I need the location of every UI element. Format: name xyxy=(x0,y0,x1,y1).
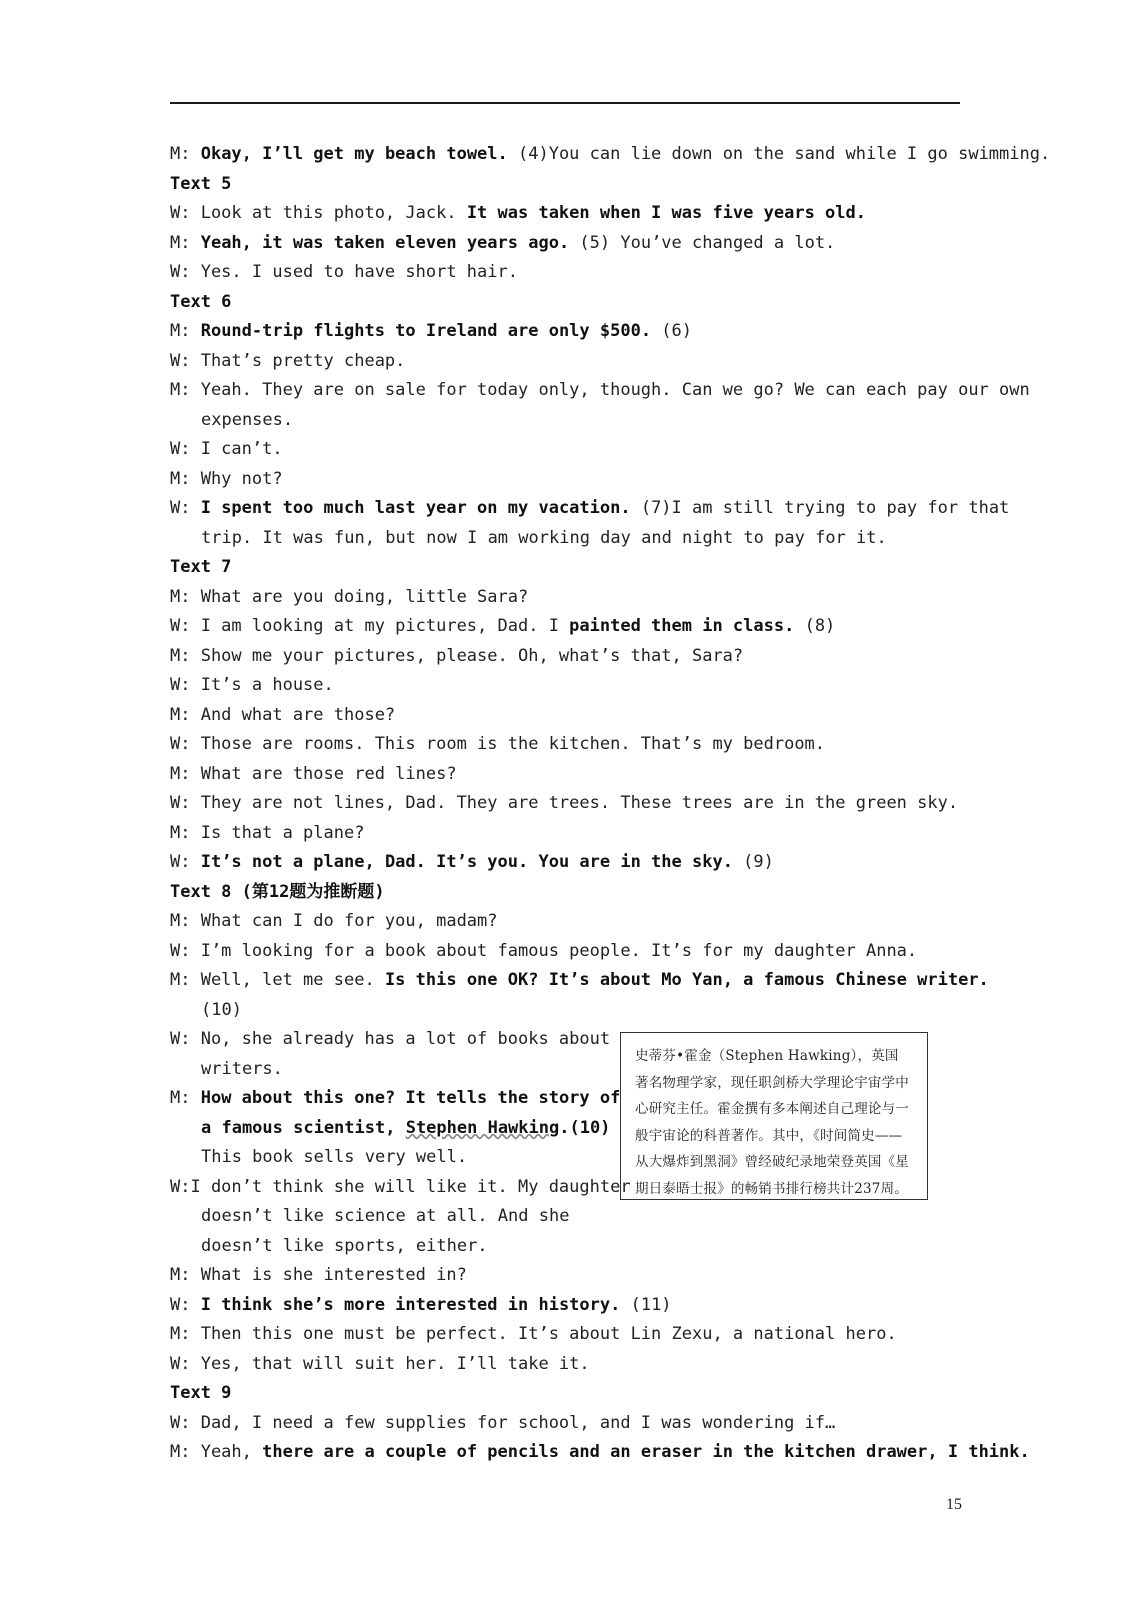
line-text: M: Yeah, xyxy=(170,1442,263,1462)
note-line: 期日泰晤士报》的畅销书排行榜共计237周。 xyxy=(635,1180,908,1197)
transcript-line xyxy=(170,1202,631,1232)
line-text: M: xyxy=(170,1088,201,1108)
transcript-line xyxy=(170,229,970,259)
transcript-line xyxy=(170,170,970,200)
line-text: M: xyxy=(170,232,201,253)
transcript-line xyxy=(170,1025,611,1055)
transcript-line xyxy=(170,553,970,583)
line-text: (8) xyxy=(794,616,836,636)
line-text: M: xyxy=(170,321,201,341)
line-text: W: I am looking at my pictures, Dad. I xyxy=(170,616,570,636)
transcript-line xyxy=(170,1232,631,1262)
line-text: W: Yes, that will suit her. I’ll take it. xyxy=(170,1353,590,1374)
line-text: M: Show me your pictures, please. Oh, what’s that, Sara? xyxy=(170,645,744,666)
transcript-line xyxy=(170,524,970,554)
line-text: W: xyxy=(170,852,201,872)
transcript-line xyxy=(170,966,989,996)
line-text: M: And what are those? xyxy=(170,704,396,725)
bold-text: It was taken when I was five years old. xyxy=(466,203,866,223)
line-text: W: They are not lines, Dad. They are trees. These trees are in the green sky. xyxy=(170,793,959,813)
line-text: W:I don’t think she will like it. My daughter xyxy=(170,1176,631,1197)
line-text: (4)You can lie down on the sand while I go swimming. xyxy=(507,144,1051,164)
transcript-line xyxy=(170,1055,631,1085)
transcript-line xyxy=(170,848,970,878)
transcript-line xyxy=(170,701,970,731)
line-text: W: xyxy=(170,498,201,518)
transcript-line xyxy=(170,671,970,701)
line-text: W: Yes. I used to have short hair. xyxy=(170,262,518,282)
transcript-line xyxy=(170,465,970,495)
line-text: M: What is she interested in? xyxy=(170,1265,467,1285)
line-text: M: What are those red lines? xyxy=(170,763,457,784)
bold-text: painted them in class. xyxy=(569,616,795,636)
transcript-line xyxy=(170,1320,970,1350)
line-text: W: I’m looking for a book about famous people. It’s for my daughter Anna. xyxy=(170,940,918,961)
line-text: W: It’s a house. xyxy=(170,675,334,695)
transcript-line xyxy=(170,996,970,1026)
line-text: (5) You’ve changed a lot. xyxy=(569,232,836,253)
hawking-note-box xyxy=(620,1032,928,1200)
transcript-line xyxy=(170,878,970,908)
transcript-line xyxy=(170,1173,631,1203)
bold-text: a famous scientist, xyxy=(201,1117,406,1138)
note-line: 史蒂芬•霍金（Stephen Hawking），英国 xyxy=(635,1048,899,1064)
line-text: W: No, she already has a lot of books about xyxy=(170,1029,611,1049)
transcript-line xyxy=(170,140,1051,170)
transcript-line xyxy=(170,1261,970,1291)
line-text: writers. xyxy=(201,1058,283,1079)
note-line: 般宇宙论的科普著作。其中，《时间简史—— xyxy=(635,1127,903,1144)
bold-text: .(10) xyxy=(559,1117,611,1138)
transcript-line xyxy=(170,258,970,288)
line-text: (7)I am still trying to pay for that xyxy=(630,498,1010,518)
header-rule xyxy=(170,102,960,104)
transcript-line xyxy=(170,1409,970,1439)
note-line: 从大爆炸到黑洞》曾经破纪录地荣登英国《星 xyxy=(635,1154,909,1170)
line-text: M: Why not? xyxy=(170,468,283,489)
line-text: doesn’t like science at all. And she xyxy=(201,1206,570,1226)
bold-text: Text 7 xyxy=(170,557,232,577)
bold-text: Is this one OK? It’s about Mo Yan, a famous Chinese writer. xyxy=(384,970,989,990)
line-text: M: Is that a plane? xyxy=(170,822,365,843)
line-text: W: That’s pretty cheap. xyxy=(170,350,406,371)
line-text: (9) xyxy=(732,852,774,872)
transcript-line xyxy=(170,1084,621,1114)
line-text: (11) xyxy=(620,1294,672,1315)
line-text: M: xyxy=(170,144,201,164)
transcript-line xyxy=(170,789,970,819)
bold-text: Yeah, it was taken eleven years ago. xyxy=(200,232,570,253)
bold-text: there are a couple of pencils and an eraser in the kitchen drawer, I think. xyxy=(262,1442,1030,1462)
line-text: trip. It was fun, but now I am working day and night to pay for it. xyxy=(201,527,887,548)
note-line: 著名物理学家，现任职剑桥大学理论宇宙学中 xyxy=(635,1074,909,1091)
bold-text: Stephen Hawking xyxy=(405,1117,560,1138)
line-text: W: Look at this photo, Jack. xyxy=(170,203,467,223)
transcript-line xyxy=(170,583,970,613)
bold-text: Text 5 xyxy=(170,173,232,194)
transcript-line xyxy=(170,642,970,672)
bold-text: I think she’s more interested in history. xyxy=(200,1294,621,1315)
transcript-line xyxy=(170,347,970,377)
bold-text: Text 8 (第12题为推断题) xyxy=(170,881,385,902)
line-text: (10) xyxy=(201,999,242,1020)
bold-text: How about this one? It tells the story of xyxy=(200,1088,621,1108)
line-text: M: What can I do for you, madam? xyxy=(170,911,498,931)
line-text: M: Yeah. They are on sale for today only, though. Can we go? We can each pay our own xyxy=(170,380,1030,400)
transcript-line xyxy=(170,1114,631,1144)
note-line: 心研究主任。霍金撰有多本阐述自己理论与一 xyxy=(635,1101,909,1117)
bold-text: I spent too much last year on my vacation. xyxy=(200,498,631,518)
transcript-line xyxy=(170,1350,970,1380)
line-text: This book sells very well. xyxy=(201,1147,468,1167)
line-text: W: I can’t. xyxy=(170,439,283,459)
transcript-line xyxy=(170,819,970,849)
line-text: M: Then this one must be perfect. It’s about Lin Zexu, a national hero. xyxy=(170,1324,897,1344)
line-text: expenses. xyxy=(201,409,294,430)
line-text: W: xyxy=(170,1294,201,1315)
line-text: W: Those are rooms. This room is the kitchen. That’s my bedroom. xyxy=(170,734,826,754)
transcript-body xyxy=(170,140,1051,1468)
transcript-line xyxy=(170,907,970,937)
line-text: M: Well, let me see. xyxy=(170,970,385,990)
transcript-line xyxy=(170,1438,1030,1468)
line-text: doesn’t like sports, either. xyxy=(201,1235,488,1256)
bold-text: Text 9 xyxy=(170,1383,232,1403)
transcript-line xyxy=(170,199,970,229)
transcript-line xyxy=(170,317,970,347)
transcript-line xyxy=(170,288,970,318)
transcript-line xyxy=(170,1379,970,1409)
transcript-line xyxy=(170,376,1030,406)
bold-text: Okay, I’ll get my beach towel. xyxy=(200,144,508,164)
transcript-line xyxy=(170,406,970,436)
transcript-line xyxy=(170,612,970,642)
transcript-line xyxy=(170,1143,631,1173)
transcript-line xyxy=(170,730,970,760)
line-text: W: Dad, I need a few supplies for school, and I was wondering if… xyxy=(170,1412,836,1433)
bold-text: Text 6 xyxy=(170,291,232,312)
transcript-line xyxy=(170,760,970,790)
bold-text: It’s not a plane, Dad. It’s you. You are in the sky. xyxy=(200,852,733,872)
bold-text: Round-trip flights to Ireland are only $500. xyxy=(200,321,652,341)
transcript-line xyxy=(170,435,970,465)
transcript-line xyxy=(170,1291,970,1321)
transcript-line xyxy=(170,494,1010,524)
line-text: M: What are you doing, little Sara? xyxy=(170,586,529,607)
line-text: (6) xyxy=(651,321,693,341)
page-number: 15 xyxy=(946,1496,962,1513)
transcript-line xyxy=(170,937,970,967)
